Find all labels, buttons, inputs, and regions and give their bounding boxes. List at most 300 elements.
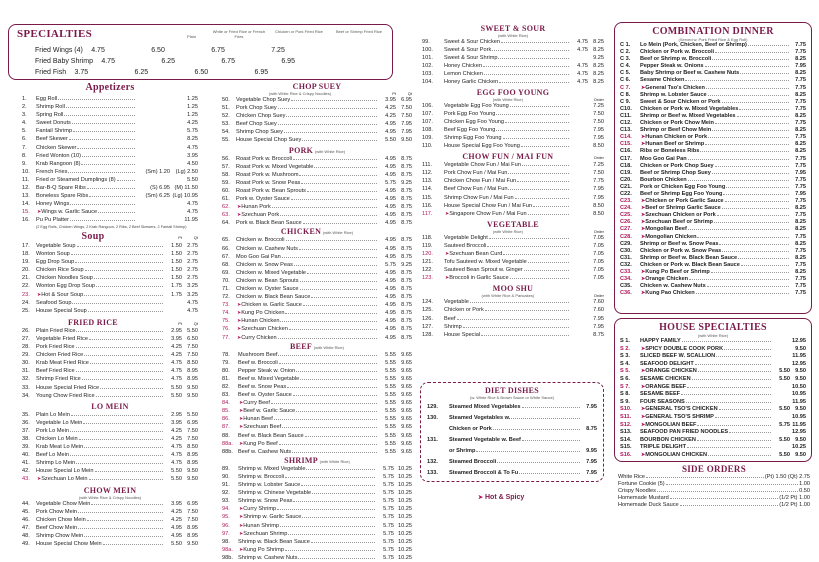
chicken-name: Chicken w. Cashew Nuts (236, 245, 298, 252)
fried-rice-leader (100, 388, 163, 389)
vegetable-leader (524, 270, 569, 271)
shrimp-name: Shrimp w. Garlic Sauce (243, 514, 302, 521)
sweet-sour-leader (499, 82, 569, 83)
sweet-sour-price-large: 8.25 (593, 39, 604, 45)
moo-shu-title: MOO SHU (492, 284, 534, 294)
egg-foo-young-row (422, 110, 604, 118)
shrimp-number: 93. (222, 498, 230, 505)
sweet-sour-row (422, 78, 604, 86)
appetizer-row (22, 192, 198, 200)
chow-fun-number: 111. (422, 162, 433, 169)
soup-name: Hot & Sour Soup (41, 291, 84, 298)
vegetable-title: VEGETABLE (487, 219, 539, 229)
beef-number: 79. (222, 359, 230, 366)
house-specialty-price-large: 9.50 (795, 368, 806, 375)
chow-fun-name: Beef Chow Fun / Mai Fun (444, 186, 508, 193)
house-specialty-row (620, 361, 806, 369)
moo-shu-row (422, 315, 604, 323)
chop-suey-row (222, 112, 412, 120)
hot-pepper-icon: ➤ (641, 413, 646, 420)
combo-price: 7.95 (795, 190, 806, 197)
lo-mein-leader (89, 479, 163, 480)
pork-name: Roast Pork w. Mushroom (236, 171, 299, 178)
side-order-row (618, 474, 810, 481)
vegetable-row (422, 274, 604, 282)
fried-rice-price-small: 4.25 (171, 344, 182, 351)
house-specialty-name: HAPPY FAMILY (640, 338, 681, 344)
chop-suey-number: 55. (222, 137, 230, 144)
shrimp-price-large: 10.25 (398, 498, 412, 505)
chicken-row (222, 261, 412, 269)
combo-name: Mongolian Beef (645, 226, 687, 233)
soup-leader (85, 270, 163, 271)
lo-mein-price-large: 5.50 (187, 411, 198, 418)
combo-price: 8.25 (795, 112, 806, 119)
hot-pepper-icon: ➤ (445, 210, 450, 217)
lo-mein-leader (79, 439, 163, 440)
shrimp-price-small: 5.75 (383, 522, 394, 529)
chow-mein-name: Vegetable Chow Mein (36, 500, 91, 507)
beef-number: 83. (222, 392, 230, 399)
beef-leader (305, 436, 377, 437)
combo-price: 7.75 (795, 98, 806, 105)
vegetable-number: 122. (422, 267, 433, 274)
house-specialty-leader (687, 387, 771, 388)
chop-suey-price-large: 7.95 (401, 121, 412, 128)
sweet-sour-row (422, 46, 604, 54)
chicken-price-small: 4.95 (385, 253, 396, 260)
soup-title: Soup (81, 231, 105, 242)
house-specialty-row (620, 376, 806, 384)
pork-leader (299, 175, 377, 176)
pork-name: Hunan Pork (241, 204, 271, 211)
house-specialty-leader (719, 409, 771, 410)
combo-row (620, 134, 806, 141)
appetizer-number: 1. (22, 96, 27, 102)
hot-pepper-icon: ➤ (641, 205, 646, 212)
side-order-leader (666, 484, 798, 485)
combo-price: 7.75 (795, 120, 806, 127)
egg-foo-young-price-large: 7.95 (593, 134, 604, 141)
hot-pepper-icon: ➤ (237, 310, 242, 317)
chicken-row (222, 317, 412, 325)
vegetable-number: 120. (422, 250, 433, 257)
pork-row (222, 179, 412, 187)
beef-price-large: 9.65 (401, 448, 412, 455)
combo-name: Chicken or Pork Chow Mein (640, 120, 714, 127)
hot-pepper-icon: ➤ (37, 291, 42, 298)
chow-mein-name: House Special Chow Mein (36, 541, 102, 547)
chow-fun-leader (508, 173, 569, 174)
vegetable-number: 118. (422, 234, 433, 241)
combo-leader (689, 279, 789, 280)
shrimp-row (222, 554, 412, 562)
soup-leader (94, 278, 163, 279)
chicken-price-small: 4.95 (385, 326, 396, 333)
chow-mein-number: 46. (22, 516, 30, 523)
combo-price: 8.25 (795, 240, 806, 247)
chop-suey-row (222, 104, 412, 112)
combo-row (620, 113, 806, 120)
chow-fun-row (422, 202, 604, 210)
house-specialty-price-small: 5.50 (779, 436, 790, 443)
vegetable-leader (528, 262, 569, 263)
chicken-title: CHICKEN (280, 227, 322, 237)
combo-number: C 9. (620, 98, 631, 105)
combo-name: Szechuan Beef or Shrimp (645, 219, 713, 226)
fried-rice-price-large: 8.95 (187, 376, 198, 383)
chicken-row (222, 293, 412, 301)
fried-rice-name: Young Chow Fried Rice (36, 392, 95, 399)
appetizer-name: Boneless Spare Ribs (36, 193, 89, 200)
hot-pepper-icon: ➤ (237, 204, 242, 211)
combo-name: Mongolian Chicken (645, 233, 697, 240)
appetizer-price-large: 4.25 (187, 120, 198, 127)
appetizer-price-large: 1.25 (187, 112, 198, 119)
soup-leader (75, 262, 163, 263)
house-specialty-name: TRIPLE DELIGHT (640, 444, 686, 451)
hot-pepper-icon: ➤ (641, 345, 646, 352)
appetizer-number: 2. (22, 104, 27, 111)
lo-mein-price-large: 7.50 (187, 435, 198, 442)
chow-mein-row (22, 500, 198, 508)
shrimp-leader (285, 477, 375, 478)
beef-row (222, 399, 412, 407)
chow-fun-leader (517, 181, 569, 182)
beef-name: Beef w. Garlic Sauce (243, 408, 296, 415)
chicken-number: 72. (222, 294, 230, 301)
chow-fun-number: 113. (422, 178, 433, 185)
side-order-name: Homemade Mustard (618, 495, 669, 501)
chow-fun-price-large: 7.95 (593, 186, 604, 193)
chow-fun-row (422, 177, 604, 185)
soup-price-large: 4.75 (187, 307, 198, 314)
pork-price-small: 4.95 (385, 196, 396, 203)
combo-number: C15. (620, 141, 632, 148)
combo-number: C20. (620, 176, 632, 183)
lo-mein-number: 43. (22, 476, 30, 483)
house-specialty-name: SEAFOOD DELIGHT (640, 360, 694, 367)
appetizer-row (22, 216, 198, 224)
combo-row (620, 241, 806, 248)
lo-mein-price-large: 9.50 (187, 468, 198, 475)
side-order-leader (680, 505, 779, 506)
combo-number: C 5. (620, 70, 631, 77)
lo-mein-row (22, 459, 198, 467)
appetizer-row (22, 160, 198, 168)
shrimp-price-large: 10.25 (398, 546, 412, 553)
combo-name: Baby Shrimp or Beef w. Cashew Nuts (640, 70, 740, 77)
combo-leader (722, 208, 789, 209)
house-specialty-number: S 8. (620, 391, 630, 398)
hot-pepper-icon: ➤ (237, 334, 242, 341)
chicken-leader (289, 329, 377, 330)
beef-row (222, 423, 412, 431)
chop-suey-price-large: 7.50 (401, 105, 412, 112)
hot-pepper-icon: ➤ (641, 421, 646, 428)
specialties-name: Fried Wings (4) (35, 47, 83, 54)
beef-price-small: 5.55 (385, 416, 396, 423)
side-order-price: (1/2 Pt) 1.00 (779, 502, 810, 508)
beef-row (222, 407, 412, 415)
lo-mein-price-large: 8.50 (187, 444, 198, 451)
combo-number: C16. (620, 148, 632, 155)
beef-number: 86. (222, 416, 230, 423)
diet-row (427, 457, 597, 468)
beef-row (222, 440, 412, 448)
chicken-leader (307, 273, 377, 274)
side-order-leader (657, 491, 798, 492)
specialties-price: 6.25 (134, 69, 149, 76)
soup-row (22, 258, 198, 266)
side-order-row (618, 488, 810, 495)
moo-shu-number: 125. (422, 307, 433, 314)
combo-price: 8.25 (795, 56, 806, 63)
soup-number: 20. (22, 267, 30, 274)
chicken-row (222, 245, 412, 253)
shrimp-number: 92. (222, 490, 230, 497)
house-specialty-number: S10. (620, 406, 632, 413)
beef-leader (296, 411, 377, 412)
appetizer-price-large: (Lg) 2.50 (175, 168, 198, 175)
lo-mein-price-large: 8.95 (187, 460, 198, 467)
chicken-price-large: 9.25 (401, 261, 412, 268)
shrimp-leader (288, 534, 375, 535)
sweet-sour-number: 100. (422, 47, 433, 54)
appetizer-number: 11. (22, 176, 30, 183)
appetizer-name: Honey Wings (36, 201, 70, 208)
moo-shu-number: 126. (422, 315, 433, 322)
hot-pepper-icon: ➤ (37, 209, 42, 216)
egg-foo-young-leader (505, 122, 569, 123)
fried-rice-price-large: 7.50 (187, 344, 198, 351)
combo-row (620, 85, 806, 92)
beef-name: Szechuan Beef (243, 424, 282, 431)
egg-foo-young-name: Vegetable Egg Foo Young (444, 102, 509, 109)
house-specialty-price-large: 12.95 (792, 338, 806, 344)
specialties-price: 6.50 (194, 69, 209, 76)
side-order-row (618, 502, 810, 509)
egg-foo-young-leader (496, 114, 569, 115)
house-specialty-name: SESAME BEEF (640, 391, 681, 398)
soup-name: Egg Drop Soup (36, 259, 75, 266)
appetizer-price-large: (M) 11.50 (174, 185, 198, 192)
house-specialty-name: GENERAL TSO'S SHRIMP (645, 413, 714, 420)
shrimp-row (222, 465, 412, 473)
beef-price-small: 5.55 (385, 359, 396, 366)
house-specialties-box (614, 318, 812, 462)
chicken-price-small: 4.95 (385, 285, 396, 292)
side-order-price: (Pt) 1.50 (Qt) 2.75 (764, 474, 810, 480)
pork-name: Roast Pork w. Snow Peas (236, 179, 301, 186)
chow-fun-name: Chicken Chow Fun / Mai Fun (444, 178, 517, 185)
chow-fun-number: 115. (422, 194, 433, 201)
appetizer-price-large: 5.75 (187, 128, 198, 135)
chicken-leader (303, 305, 377, 306)
sweet-sour-price-large: 8.25 (593, 71, 604, 78)
soup-row (22, 307, 198, 315)
combo-price: 7.75 (795, 155, 806, 162)
combo-price: 8.25 (795, 141, 806, 148)
sweet-sour-row (422, 70, 604, 78)
combo-name: Kung Po Beef or Shrimp (645, 269, 710, 275)
lo-mein-price-large: 6.95 (187, 419, 198, 426)
left-column (22, 82, 198, 548)
house-specialty-number: S15. (620, 444, 632, 451)
vegetable-price-large: 7.05 (593, 250, 604, 257)
beef-price-large: 9.65 (401, 359, 412, 366)
side-order-price: 0.50 (799, 488, 810, 494)
shrimp-leader (311, 542, 375, 543)
sweet-sour-title: SWEET & SOUR (480, 24, 546, 33)
soup-price-large: 2.75 (187, 243, 198, 249)
side-orders-title: SIDE ORDERS (681, 464, 747, 474)
chicken-price-large: 8.75 (401, 237, 412, 244)
chow-fun-row (422, 185, 604, 193)
combo-number: C13. (620, 127, 632, 134)
chow-fun-row (422, 210, 604, 218)
fried-rice-number: 31. (22, 368, 30, 375)
fried-rice-row (22, 392, 198, 400)
pork-price-small: 4.95 (385, 163, 396, 170)
chop-suey-number: 50. (222, 97, 230, 103)
egg-foo-young-leader (503, 138, 569, 139)
appetizer-row (22, 168, 198, 176)
appetizer-number: 3. (22, 112, 27, 119)
sweet-sour-price-large: 8.25 (593, 63, 604, 70)
chicken-leader (282, 257, 377, 258)
soup-number: 17. (22, 243, 30, 249)
combo-name: Chicken or Pork w. Broccoli (640, 49, 715, 56)
soup-leader (77, 246, 163, 247)
combo-leader (707, 286, 789, 287)
chop-suey-price-small: 5.50 (385, 137, 396, 144)
vegetable-leader (510, 278, 569, 279)
appetizer-row (22, 127, 198, 135)
pork-row (222, 187, 412, 195)
fried-rice-price-large: 9.50 (187, 392, 198, 399)
moo-shu-sub: (with White Rice & Pancakes) (481, 293, 535, 299)
combo-row (620, 248, 806, 255)
pork-price-large: 8.75 (401, 171, 412, 178)
sweet-sour-row (422, 38, 604, 46)
sweet-sour-number: 99. (422, 39, 430, 45)
chicken-row (222, 236, 412, 244)
combo-price: 7.75 (795, 290, 806, 297)
appetizer-leader (81, 164, 135, 165)
sweet-sour-price-large: 8.25 (593, 47, 604, 54)
shrimp-number: 97. (222, 530, 230, 537)
diet-price: 7.95 (586, 470, 597, 476)
chicken-price-large: 8.75 (401, 326, 412, 333)
combo-number: C36. (620, 290, 632, 297)
combo-row (620, 92, 806, 99)
soup-price-small: 1.50 (171, 267, 182, 274)
specialties-price: 3.75 (74, 69, 89, 76)
beef-number: 78. (222, 351, 230, 358)
diet-price: 7.95 (586, 459, 597, 465)
house-specialty-price-small: 5.50 (779, 451, 790, 458)
fried-rice-price-small: 5.50 (171, 392, 182, 399)
vegetable-number: 119. (422, 242, 433, 249)
chow-mein-row (22, 524, 198, 532)
sweet-sour-number: 103. (422, 71, 433, 78)
hot-pepper-icon: ➤ (239, 424, 244, 431)
chicken-row (222, 285, 412, 293)
lo-mein-row (22, 419, 198, 427)
soup-leader (96, 286, 163, 287)
house-specialty-leader (715, 417, 771, 418)
beef-name: Kung Po Beef (243, 440, 278, 447)
chow-fun-name: Singapore Chow Fun / Mai Fun (449, 210, 527, 217)
chop-suey-name: Chicken Chop Suey (236, 113, 286, 120)
soup-name: Chicken Rice Soup (36, 267, 84, 274)
shrimp-number: 96. (222, 522, 230, 529)
combo-number: C21. (620, 183, 632, 190)
shrimp-row (222, 538, 412, 546)
specialties-row (35, 56, 387, 67)
lo-mein-price-small: 4.75 (171, 444, 182, 451)
chop-suey-col-qt: Qt (407, 91, 412, 96)
chicken-number: 70. (222, 277, 230, 284)
soup-row (22, 291, 198, 299)
combo-row (620, 170, 806, 177)
pork-leader (301, 183, 377, 184)
combo-price: 7.75 (795, 77, 806, 84)
diet-leader (522, 407, 580, 408)
combo-price: 8.25 (795, 219, 806, 226)
chicken-price-small: 4.95 (385, 302, 396, 309)
chow-fun-row (422, 169, 604, 177)
pork-price-large: 9.25 (401, 179, 412, 186)
combo-row (620, 106, 806, 113)
lo-mein-name: Vegetable Lo Mein (36, 419, 83, 426)
combo-price: 8.25 (795, 269, 806, 275)
chicken-row (222, 269, 412, 277)
beef-price-large: 9.65 (401, 392, 412, 399)
house-specialty-row (620, 414, 806, 422)
diet-number: 129. (427, 404, 438, 410)
appetizer-price-large: 3.95 (187, 152, 198, 159)
combo-price: 7.75 (795, 233, 806, 240)
fried-rice-row (22, 359, 198, 367)
moo-shu-price-large: 7.60 (593, 299, 604, 306)
appetizer-leader (66, 107, 135, 108)
combo-name: Beef or Shrimp w. Broccoli (640, 56, 712, 63)
combo-leader (700, 151, 789, 152)
sweet-sour-leader (498, 58, 569, 59)
diet-row (427, 424, 597, 435)
appetizer-name: Beef Skewer (36, 136, 68, 143)
sweet-sour-name: Lemon Chicken (444, 71, 483, 78)
fried-rice-number: 28. (22, 344, 30, 351)
shrimp-leader (302, 517, 375, 518)
chicken-name: Hunan Chicken (241, 318, 280, 325)
sweet-sour-row (422, 62, 604, 70)
beef-name: Beef w. Cashew Nuts (238, 448, 292, 455)
fried-rice-price-large: 7.50 (187, 352, 198, 359)
shrimp-row (222, 489, 412, 497)
hot-pepper-icon: ➤ (239, 440, 244, 447)
combo-number: C28. (620, 233, 632, 240)
sweet-sour-leader (483, 66, 569, 67)
chicken-price-large: 8.75 (401, 245, 412, 252)
shrimp-row (222, 473, 412, 481)
appetizer-leader (117, 180, 135, 181)
shrimp-name: Shrimp w. Mixed Vegetable (238, 465, 306, 472)
combo-row (620, 141, 806, 148)
fried-rice-name: House Special Fried Rice (36, 384, 100, 391)
